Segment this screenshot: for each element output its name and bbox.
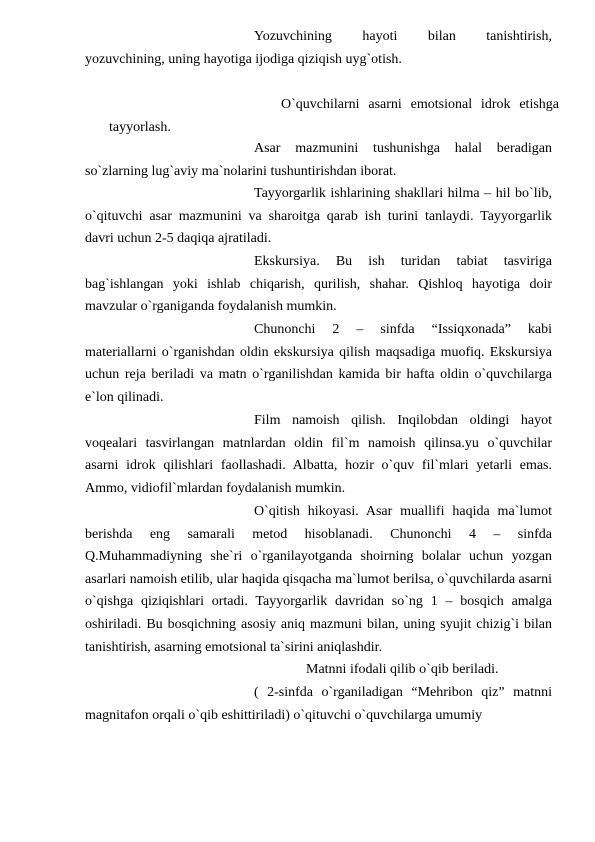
paragraph-7: Film namoish qilish. Inqilobdan oldingi hayot voqealari tasvirlangan matnlardan oldin fil`m namoish qilinsa.yu o`quvchilar asarni idrok qilishlari faollashadi. Albatta, hozir o`quv fil`mlari yetarli emas. Ammo, vidiofil`mlardan foydalanish mumkin. <box>85 413 552 496</box>
paragraph-4: Tayyorgarlik ishlarining shakllari hilma – hil bo`lib, o`qituvchi asar mazmunini va sharoitga qarab ish turini tanlaydi. Tayyorgarlik davri uchun 2-5 daqiqa ajratiladi. <box>85 186 552 247</box>
paragraph-8: O`qitish hikoyasi. Asar muallifi haqida ma`lumot berishda eng samarali metod hisoblanadi. Chunonchi 4 – sinfda Q.Muhammadiyning she`ri o`rganilayotganda shoirning bolalar uchun yozgan asarlari namoish etilib, ular haqida qisqacha ma`lumot berilsa, o`quvchilarda asarni o`qishga qiziqishlari ortadi. Tayyorgarlik davridan so`ng 1 – bosqich amalga oshiriladi. Bu bosqichning asosiy aniq mazmuni bilan, uning syujit chizig`i bilan tanishtirish, asarning emotsional ta`sirini aniqlashdir. <box>85 504 552 655</box>
paragraph-9: Matnni ifodali qilib o`qib beriladi. <box>306 662 499 677</box>
paragraph-5: Ekskursiya. Bu ish turidan tabiat tasviriga bag`ishlangan yoki ishlab chiqarish, qurilish, shahar. Qishloq hayotiga doir mavzular o`rganiganda foydalanish mumkin. <box>85 254 552 315</box>
paragraph-6: Chunonchi 2 – sinfda “Issiqxonada” kabi materiallarni o`rganishdan oldin ekskursiya qilish maqsadiga muofiq. Ekskursiya uchun reja beriladi va matn o`rganilishdan kamida bir hafta oldin o`quvchilarga e`lon qilinadi. <box>85 322 552 405</box>
paragraph-3: Asar mazmunini tushunishga halal beradigan so`zlarning lug`aviy ma`nolarini tushuntirishdan iborat. <box>85 141 552 179</box>
paragraph-10: ( 2-sinfda o`rganiladigan “Mehribon qiz” matnni magnitafon orqali o`qib eshittiriladi) o`qituvchi o`quvchilarga umumiy <box>85 685 552 723</box>
paragraph-1: Yozuvchining hayoti bilan tanishtirish, yozuvchining, uning hayotiga ijodiga qiziqish uyg`otish. <box>85 29 552 67</box>
paragraph-2: O`quvchilarni asarni emotsional idrok etishga tayyorlash. <box>109 97 559 135</box>
